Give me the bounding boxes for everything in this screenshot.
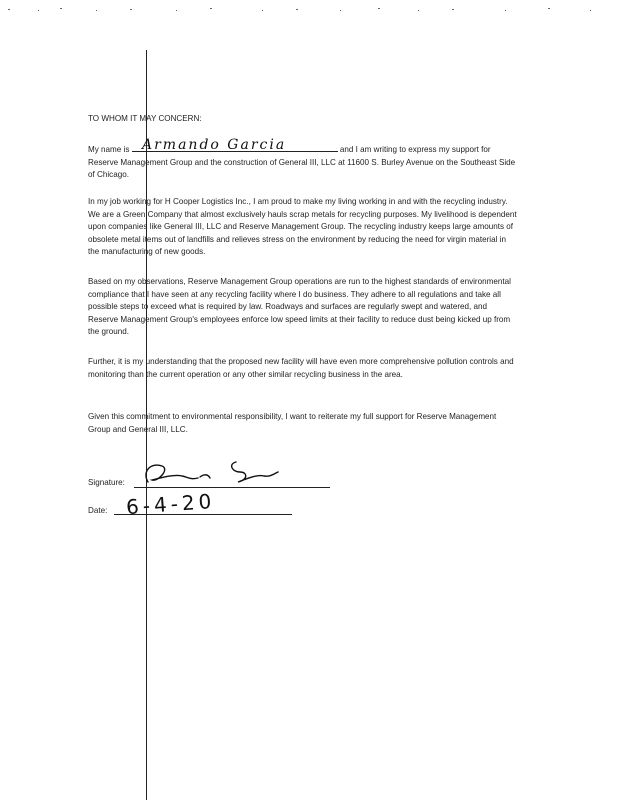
paragraph-observations: Based on my observations, Reserve Management Group operations are run to the highest standards of environmental compliance that I have seen at any recycling facility where I do business. They adhere to all regulations and take all possible steps to exceed what is required by law. Roadways and surfaces are regularly swept and watered, and Reserve Management Group's employees enforce low speed limits at their facility to reduce dust being kicked up from the ground.	[88, 277, 511, 337]
date-label: Date:	[88, 506, 108, 515]
handwritten-name: Armando Garcia	[142, 137, 287, 153]
name-prefix: My name is	[88, 145, 130, 154]
scan-speckle	[0, 0, 618, 14]
salutation: TO WHOM IT MAY CONCERN:	[88, 114, 202, 123]
paragraph-further: Further, it is my understanding that the proposed new facility will have even more comprehensive pollution controls and monitoring than the current operation or any other similar recycling business in the area.	[88, 357, 514, 379]
paragraph-closing: Given this commitment to environmental responsibility, I want to reiterate my full support for Reserve Management Group and General III, LLC.	[88, 412, 497, 434]
handwritten-date: 6-4-20	[125, 488, 217, 520]
signature-label: Signature:	[88, 478, 125, 487]
handwritten-signature	[140, 452, 290, 492]
intro-text: and I am writing to express my support for Reserve Management Group and the construction of General III, LLC at 11600 S. Burley Avenue on the Southeast Side of Chicago.	[88, 145, 516, 180]
paragraph-job: In my job working for H Cooper Logistics Inc., I am proud to make my living working in and with the recycling industry. We are a Green Company that almost exclusively hauls scrap metals for recycling purposes. My livelihood is dependent upon companies like General III, LLC and Reserve Management Group. The recycling industry keeps large amounts of obsolete metal items out of landfills and relieves stress on the environment by reducing the need for virgin material in the manufacturing of new goods.	[88, 197, 517, 257]
